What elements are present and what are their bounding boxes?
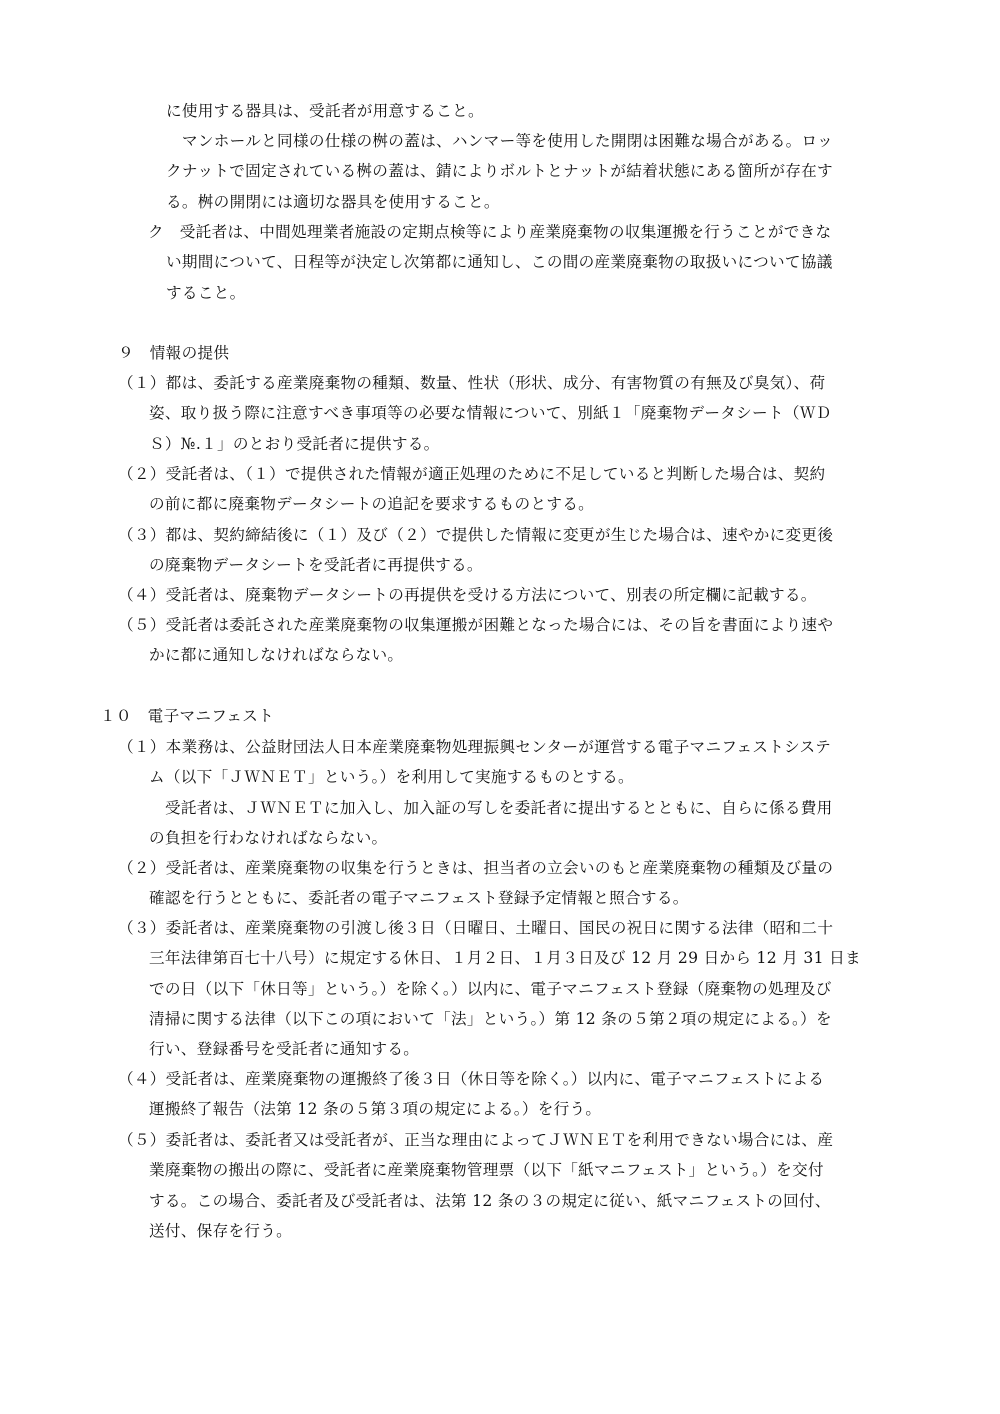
text-line: ム（以下「ＪＷＮＥＴ」という。）を利用して実施するものとする。 <box>149 768 634 787</box>
paragraph-manhole <box>166 126 833 217</box>
section10-item2 <box>118 853 833 914</box>
section9-item1 <box>118 368 832 459</box>
section10-item5 <box>118 1125 833 1246</box>
item-ku <box>148 217 833 308</box>
text-line: （２）受託者は、（１）で提供された情報が適正処理のために不足していると判断した場合は、契約 <box>118 465 826 483</box>
text-line: （４）受託者は、産業廃棄物の運搬終了後３日（休日等を除く。）以内に、電子マニフェストによる <box>118 1070 825 1088</box>
text-line: （５）委託者は、委託者又は受託者が、正当な理由によってＪＷＮＥＴを利用できない場合には、産 <box>118 1131 834 1149</box>
text-line: 三年法律第百七十八号）に規定する休日、１月２日、１月３日及び 12 月 29 日から 12 月 31 日ま <box>149 949 861 968</box>
text-line: る。桝の開閉には適切な器具を使用すること。 <box>166 192 500 211</box>
section9-item4 <box>118 580 817 610</box>
section9-item5 <box>118 610 833 671</box>
text-line: （４）受託者は、廃棄物データシートの再提供を受ける方法について、別表の所定欄に記載する。 <box>118 586 817 604</box>
section9-item2 <box>118 459 825 520</box>
text-line: （１）都は、委託する産業廃棄物の種類、数量、性状（形状、成分、有害物質の有無及び臭気）、荷 <box>118 374 826 392</box>
text-line: い期間について、日程等が決定し次第都に通知し、この間の産業廃棄物の取扱いについて協議 <box>166 253 833 272</box>
text-line: での日（以下「休日等」という。）を除く。）以内に、電子マニフェスト登録（廃棄物の処理及び <box>149 979 832 998</box>
text-line: すること。 <box>166 283 246 302</box>
text-line: の前に都に廃棄物データシートの追記を要求するものとする。 <box>149 495 595 514</box>
text-line: の負担を行わなければならない。 <box>149 828 388 847</box>
text-line: Ｓ）№.１」のとおり受託者に提供する。 <box>149 434 440 453</box>
section-heading-10 <box>100 701 274 731</box>
section-heading-text: １０ 電子マニフェスト <box>100 707 275 725</box>
text-line: 姿、取り扱う際に注意すべき事項等の必要な情報について、別紙１「廃棄物データシート（ＷＤ <box>149 404 832 423</box>
text-line: マンホールと同様の仕様の桝の蓋は、ハンマー等を使用した開閉は困難な場合がある。ロッ <box>182 132 834 150</box>
section10-item4 <box>118 1064 824 1125</box>
text-line: （３）都は、契約締結後に（１）及び（２）で提供した情報に変更が生じた場合は、速やかに変更後 <box>118 526 834 544</box>
text-line: （２）受託者は、産業廃棄物の収集を行うときは、担当者の立会いのもと産業廃棄物の種類及び量の <box>118 859 834 877</box>
text-line: する。この場合、委託者及び受託者は、法第 12 条の３の規定に従い、紙マニフェストの回付、 <box>149 1191 831 1210</box>
section9-item3 <box>118 520 833 581</box>
text-line: （３）委託者は、産業廃棄物の引渡し後３日（日曜日、土曜日、国民の祝日に関する法律（昭和二十 <box>118 919 834 937</box>
text-line: 行い、登録番号を受託者に通知する。 <box>149 1040 420 1059</box>
text-line: 送付、保存を行う。 <box>149 1221 293 1240</box>
text-line: 業廃棄物の搬出の際に、受託者に産業廃棄物管理票（以下「紙マニフェスト」という。）を交付 <box>149 1161 824 1180</box>
text-line: 受託者は、ＪＷＮＥＴに加入し、加入証の写しを委託者に提出するとともに、自らに係る費用 <box>165 798 833 817</box>
text-line: クナットで固定されている桝の蓋は、錆によりボルトとナットが結着状態にある箇所が存在す <box>166 162 833 181</box>
section10-item3 <box>118 913 861 1064</box>
text-line: かに都に通知しなければならない。 <box>149 646 404 665</box>
text-line: の廃棄物データシートを受託者に再提供する。 <box>149 556 483 575</box>
continuation-text: に使用する器具は、受託者が用意すること。 <box>166 102 484 120</box>
section-heading-text: ９ 情報の提供 <box>118 344 230 362</box>
section10-item1 <box>118 732 833 853</box>
section-heading-9 <box>118 338 229 368</box>
text-line: ク 受託者は、中間処理業者施設の定期点検等により産業廃棄物の収集運搬を行うことができな <box>148 223 832 241</box>
text-line: 確認を行うとともに、委託者の電子マニフェスト登録予定情報と照合する。 <box>149 889 689 908</box>
continuation-line <box>166 96 484 126</box>
text-line: （１）本業務は、公益財団法人日本産業廃棄物処理振興センターが運営する電子マニフェストシステ <box>118 738 832 756</box>
text-line: （５）受託者は委託された産業廃棄物の収集運搬が困難となった場合には、その旨を書面により速や <box>118 616 834 634</box>
text-line: 清掃に関する法律（以下この項において「法」という。）第 12 条の５第２項の規定による。）を <box>149 1009 832 1028</box>
text-line: 運搬終了報告（法第 12 条の５第３項の規定による。）を行う。 <box>149 1100 602 1119</box>
